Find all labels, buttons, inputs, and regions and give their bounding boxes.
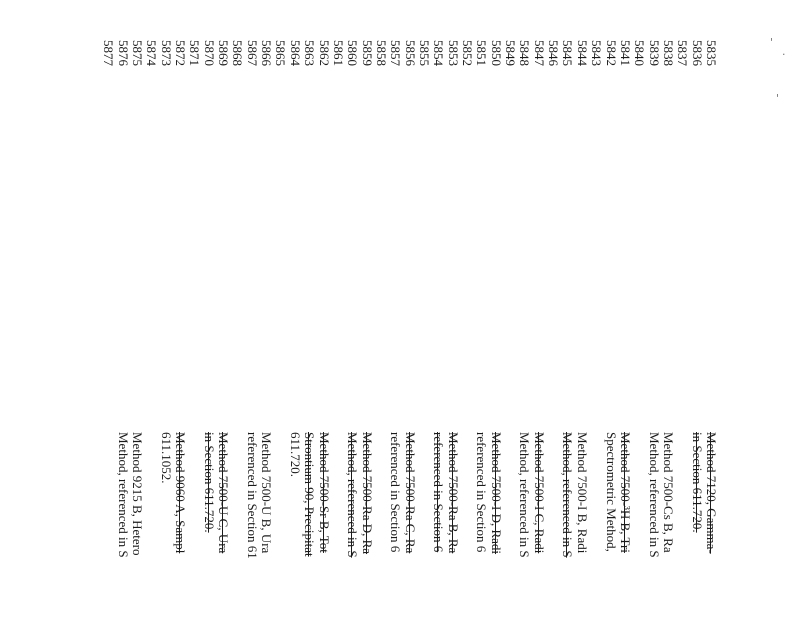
text-line: Spectrometric Method, [603, 432, 619, 552]
scan-mark: ' [776, 92, 780, 105]
line-number: 5836 [689, 40, 705, 66]
text-line: Method 7500-Ra D, Ra [359, 432, 375, 555]
text-line: Method 7500-I B, Radi [574, 432, 590, 554]
text-line: referenced in Section 6 [388, 432, 404, 553]
rotated-text-body [101, 0, 720, 618]
text-line: referenced in Section 61 [244, 432, 260, 559]
line-number: 5875 [130, 40, 145, 66]
line-number: 5859 [359, 40, 375, 66]
line-number: 5861 [330, 40, 346, 66]
line-number: 5852 [460, 40, 476, 66]
line-number: 5845 [560, 40, 576, 66]
line-number: 5870 [201, 40, 217, 66]
text-line: Method 7500-³H B, Tri [617, 432, 633, 553]
line-number: 5854 [431, 40, 447, 66]
text-line: Method 7500-Ra C, Ra [402, 432, 418, 554]
line-number: 5853 [445, 40, 461, 66]
text-line: Method 7500-U C, Ura [216, 432, 232, 554]
text-line: Method 7500-I C, Radi [531, 432, 547, 554]
line-number: 5842 [603, 40, 619, 66]
text-line: Method 7120, Gamma- [704, 432, 719, 554]
line-number: 5843 [589, 40, 605, 66]
line-number: 5860 [345, 40, 361, 66]
line-number: 5868 [230, 40, 246, 66]
text-line: in Section 611.720. [201, 432, 217, 533]
line-number: 5869 [216, 40, 232, 66]
line-number: 5840 [632, 40, 648, 66]
line-number: 5841 [617, 40, 633, 66]
text-line: Method 7500-Cs B, Ra [660, 432, 676, 553]
text-line: 611.1052. [158, 432, 174, 484]
line-number: 5863 [302, 40, 318, 66]
text-line: Method 7500-Ra B, Ra [445, 432, 461, 554]
line-number: 5871 [187, 40, 203, 66]
line-number: 5876 [115, 40, 131, 66]
line-number: 5850 [488, 40, 504, 66]
line-number: 5877 [101, 40, 117, 66]
line-number: 5864 [287, 40, 303, 66]
line-number: 5839 [646, 40, 662, 66]
line-number: 5865 [273, 40, 289, 66]
line-number: 5867 [244, 40, 260, 66]
line-number: 5848 [517, 40, 533, 66]
scan-mark: · [782, 48, 786, 61]
line-number: 5851 [474, 40, 490, 66]
text-line: Method, referenced in S [646, 432, 662, 558]
line-number: 5846 [546, 40, 562, 66]
scan-mark: ' [770, 36, 774, 49]
text-line: Method, referenced in S [560, 432, 576, 558]
line-number: 5855 [417, 40, 432, 66]
line-number: 5874 [144, 40, 160, 66]
line-number: 5837 [675, 40, 691, 66]
line-number: 5857 [388, 40, 404, 66]
line-number: 5838 [660, 40, 676, 66]
line-number: 5847 [531, 40, 547, 66]
line-number: 5849 [503, 40, 519, 66]
text-line: 611.720. [287, 432, 303, 478]
text-line: referenced in Section 6 [474, 432, 490, 553]
text-line: Method 7500-U B, Ura [259, 432, 275, 554]
line-number: 5856 [402, 40, 418, 66]
text-line: Method 9215 B, Hetero [130, 432, 145, 556]
text-line: Method 9060 A, Sampl [173, 432, 189, 554]
text-line: Method 7500-I D, Radi [488, 432, 504, 555]
line-number: 5866 [259, 40, 275, 66]
text-line: Method, referenced in S [115, 432, 131, 558]
text-line: Method, referenced in S [345, 432, 361, 558]
line-number: 5858 [373, 40, 389, 66]
text-line: Method 7500-Sr B, Tot [316, 432, 332, 553]
line-number: 5844 [574, 40, 590, 66]
line-number: 5862 [316, 40, 332, 66]
text-line: Strontium 90, Precipitat [302, 432, 318, 557]
text-line: Method, referenced in S [517, 432, 533, 558]
text-line: referenced in Section 6 [431, 432, 447, 553]
line-number: 5873 [158, 40, 174, 66]
text-line: in Section 611.720. [689, 432, 705, 533]
line-number: 5835 [704, 40, 719, 66]
line-number: 5872 [173, 40, 189, 66]
